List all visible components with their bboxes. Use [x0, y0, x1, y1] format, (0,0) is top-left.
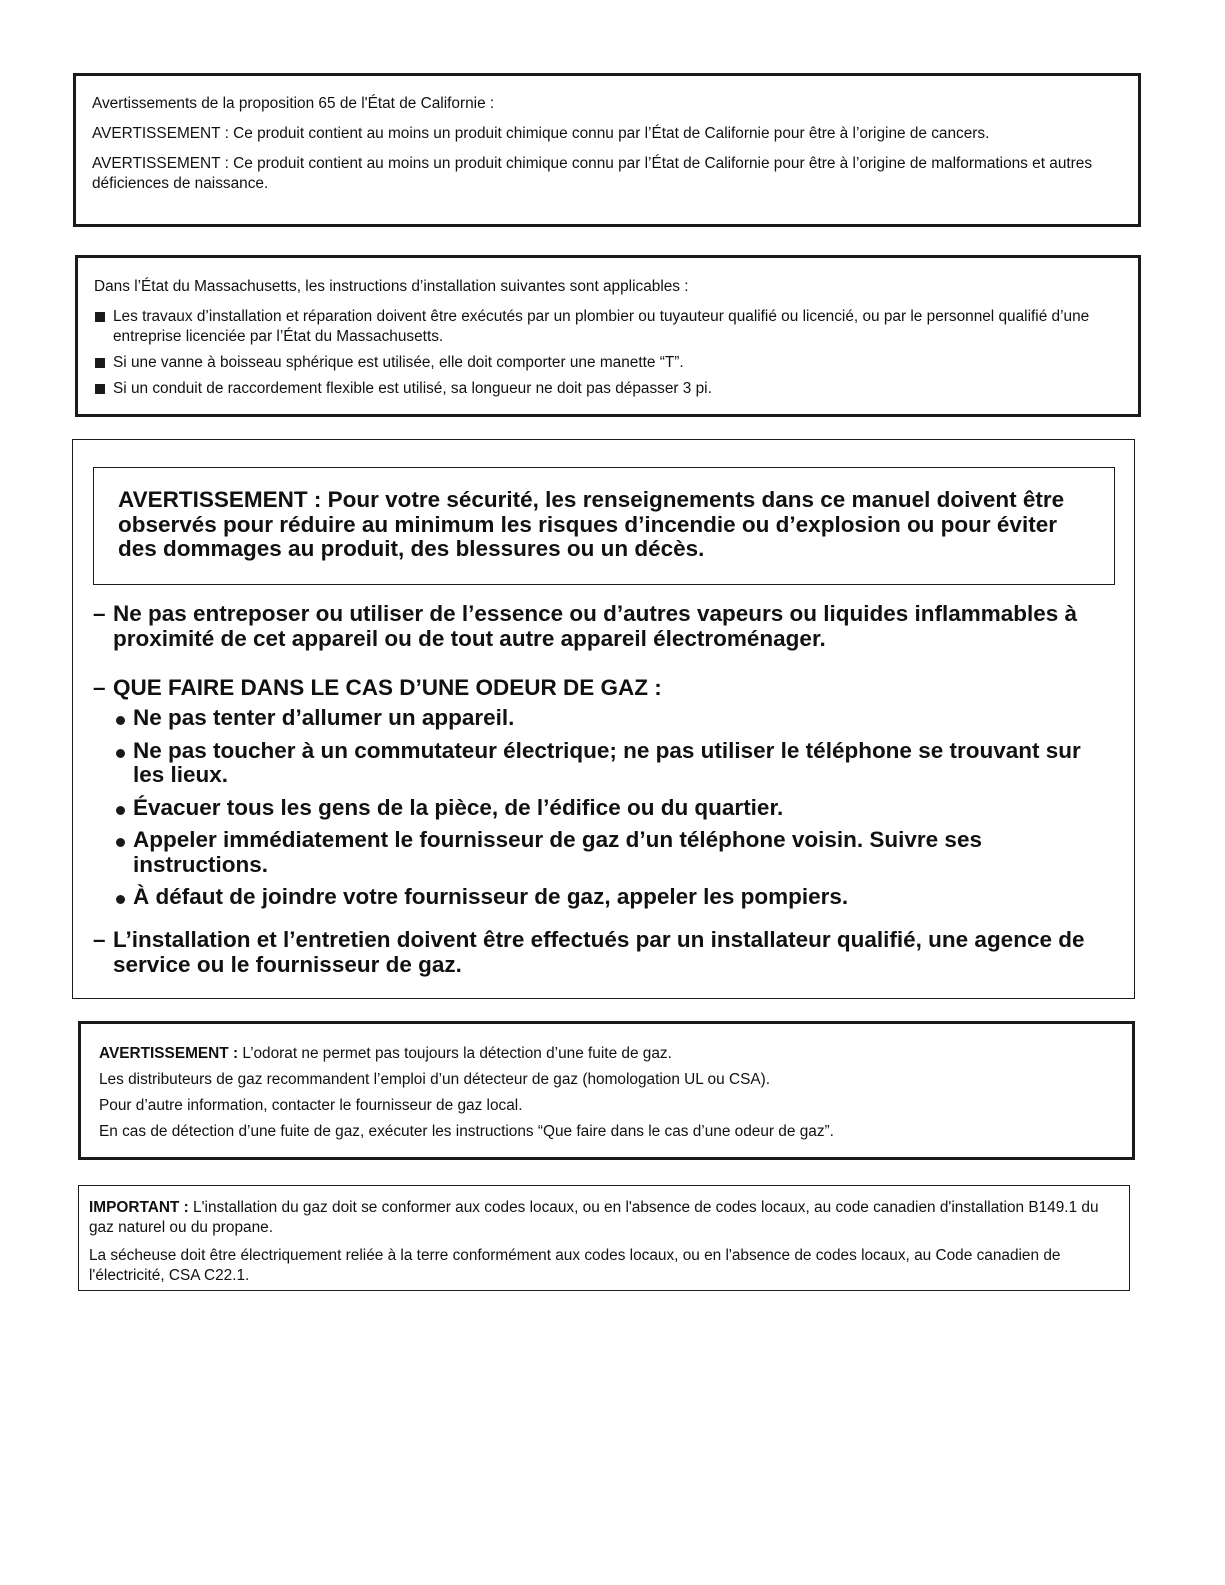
list-item [94, 307, 1122, 347]
prop65-warning-box [73, 73, 1141, 227]
safety-warning-box [72, 439, 1135, 999]
massachusetts-instructions-box [75, 255, 1141, 417]
no-storage-text: Ne pas entreposer ou utiliser de l’essence ou d’autres vapeurs ou liquides inflammables à proximité de cet appareil ou de tout autre appareil électroménager. [113, 601, 1078, 651]
important-electrical-code: La sécheuse doit être électriquement reliée à la terre conformément aux codes locaux, ou en l'absence de codes locaux, au Code canadien de l'électricité, CSA C22.1. [89, 1247, 1061, 1284]
list-item [115, 739, 1105, 788]
prop65-heading: Avertissements de la proposition 65 de l'État de Californie : [92, 95, 495, 112]
round-bullet-icon [116, 806, 125, 815]
odor-warning-text: L’odorat ne permet pas toujours la détection d’une fuite de gaz. [238, 1045, 672, 1062]
step-text: Ne pas tenter d’allumer un appareil. [133, 705, 515, 730]
important-notice-box [78, 1185, 1130, 1291]
gas-odor-steps [115, 706, 1105, 918]
gas-odor-heading-text: QUE FAIRE DANS LE CAS D’UNE ODEUR DE GAZ : [113, 675, 662, 700]
odor-warning-line [99, 1044, 1114, 1064]
square-bullet-icon [95, 384, 105, 394]
list-item-text: Si une vanne à boisseau sphérique est utilisée, elle doit comporter une manette “T”. [113, 354, 684, 371]
step-text: Ne pas toucher à un commutateur électrique; ne pas utiliser le téléphone se trouvant sur les lieux. [133, 737, 1081, 787]
step-text: À défaut de joindre votre fournisseur de gaz, appeler les pompiers. [133, 884, 849, 909]
round-bullet-icon [116, 895, 125, 904]
odor-info-line: Pour d’autre information, contacter le fournisseur de gaz local. [99, 1097, 523, 1114]
prop65-birth-defect-warning: AVERTISSEMENT : Ce produit contient au moins un produit chimique connu par l’État de Californie pour être à l’origine de malformations et autres déficiences de naissance. [92, 155, 1093, 192]
gas-odor-heading [93, 676, 1103, 701]
gas-odor-detection-box [78, 1021, 1135, 1160]
prop65-cancer-warning: AVERTISSEMENT : Ce produit contient au moins un produit chimique connu par l’État de Californie pour être à l’origine de cancers. [92, 125, 990, 142]
no-storage-warning [93, 602, 1103, 651]
dash-bullet: – [93, 927, 106, 952]
list-item [94, 379, 1122, 399]
list-item-text: Les travaux d’installation et réparation doivent être exécutés par un plombier ou tuyauteur qualifié ou licencié, ou par le personnel qualifié d’une entreprise licenciée par l’État du Massachusetts. [113, 308, 1090, 345]
step-text: Évacuer tous les gens de la pièce, de l’édifice ou du quartier. [133, 794, 784, 820]
list-item [115, 885, 1105, 910]
square-bullet-icon [95, 358, 105, 368]
round-bullet-icon [116, 838, 125, 847]
important-label: IMPORTANT : [89, 1199, 189, 1216]
dash-bullet: – [93, 601, 106, 626]
odor-detector-line: Les distributeurs de gaz recommandent l’emploi d’un détecteur de gaz (homologation UL ou CSA). [99, 1071, 771, 1088]
massachusetts-list [94, 307, 1122, 399]
massachusetts-intro: Dans l’État du Massachusetts, les instructions d’installation suivantes sont applicables : [94, 278, 689, 295]
odor-instructions-line: En cas de détection d’une fuite de gaz, exécuter les instructions “Que faire dans le cas d’une odeur de gaz”. [99, 1123, 834, 1140]
list-item [94, 353, 1122, 373]
list-item [115, 828, 1105, 877]
list-item [115, 796, 1105, 821]
important-gas-code [89, 1198, 1119, 1238]
main-safety-warning: AVERTISSEMENT : Pour votre sécurité, les renseignements dans ce manuel doivent être observés pour réduire au minimum les risques d’incendie ou d’explosion ou pour éviter des dommages au produit, des blessures ou un décès. [93, 467, 1115, 585]
list-item [115, 706, 1105, 731]
square-bullet-icon [95, 312, 105, 322]
list-item-text: Si un conduit de raccordement flexible est utilisé, sa longueur ne doit pas dépasser 3 pi. [113, 380, 712, 397]
installation-warning [93, 928, 1103, 977]
round-bullet-icon [116, 716, 125, 725]
installation-text: L’installation et l’entretien doivent être effectués par un installateur qualifié, une agence de service ou le fournisseur de gaz. [113, 927, 1085, 977]
step-text: Appeler immédiatement le fournisseur de gaz d’un téléphone voisin. Suivre ses instructions. [133, 827, 982, 877]
round-bullet-icon [116, 749, 125, 758]
important-gas-code-text: L'installation du gaz doit se conformer aux codes locaux, ou en l'absence de codes locaux, au code canadien d'installation B149.1 du gaz naturel ou du propane. [89, 1199, 1099, 1236]
odor-warning-label: AVERTISSEMENT : [99, 1045, 239, 1062]
dash-bullet: – [93, 675, 106, 700]
